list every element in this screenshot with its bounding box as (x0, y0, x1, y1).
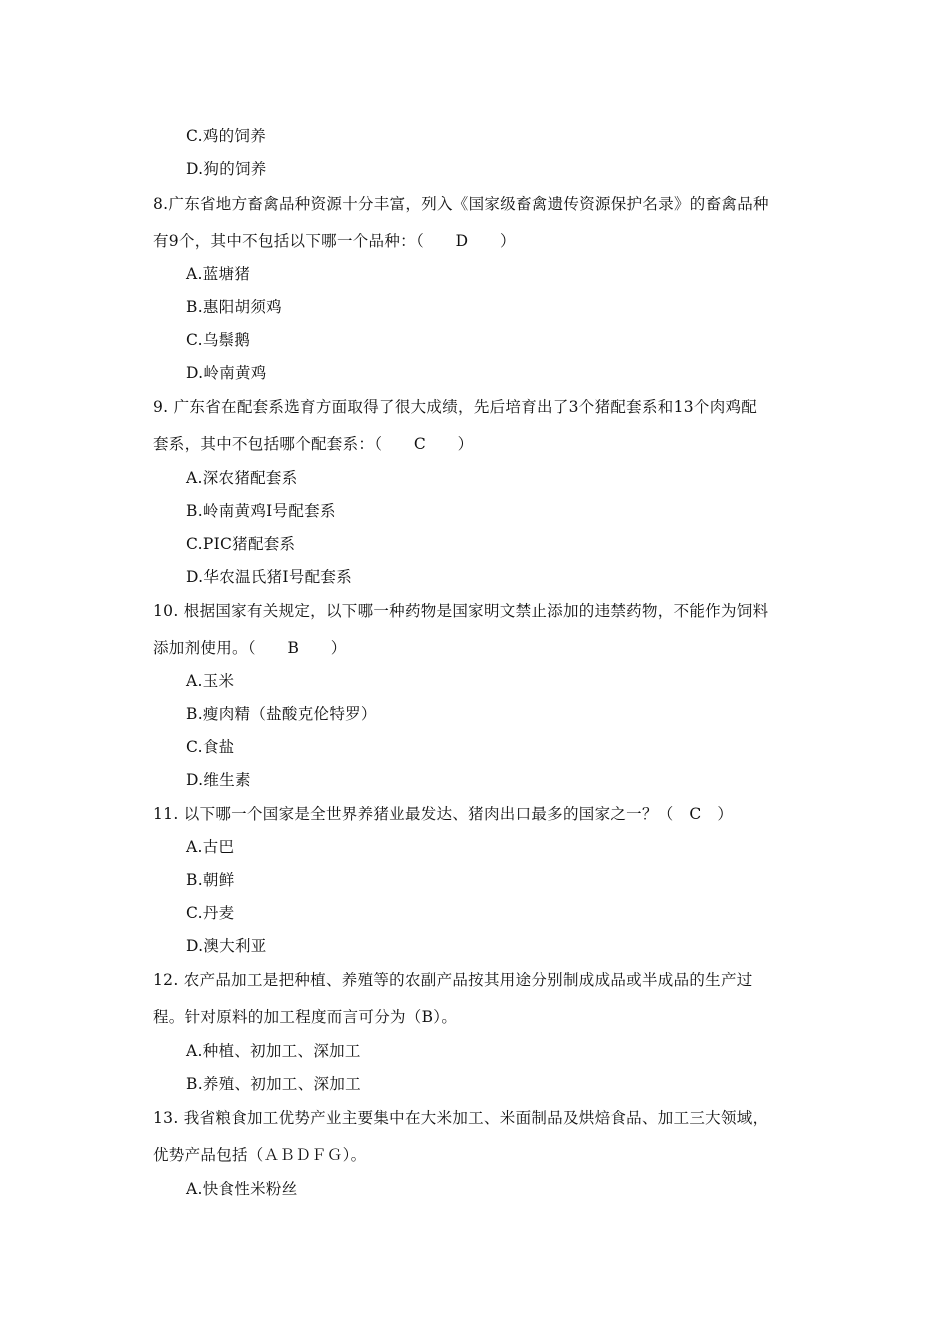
option-12b: B.养殖、初加工、深加工 (186, 1075, 361, 1093)
option-9b: B.岭南黄鸡Ⅰ号配套系 (186, 502, 336, 520)
option-10c: C.食盐 (186, 738, 235, 756)
question-8-line-1: 8.广东省地方畜禽品种资源十分丰富，列入《国家级畜禽遗传资源保护名录》的畜禽品种 (153, 195, 769, 213)
question-10-line-1: 10. 根据国家有关规定，以下哪一种药物是国家明文禁止添加的违禁药物，不能作为饲料 (153, 602, 769, 620)
option-13a: A.快食性米粉丝 (186, 1180, 298, 1198)
option-11b: B.朝鲜 (186, 871, 235, 889)
option-10a: A.玉米 (186, 672, 235, 690)
question-13-line-2: 优势产品包括（ＡＢＤＦＧ）。 (153, 1146, 367, 1164)
question-11: 11. 以下哪一个国家是全世界养猪业最发达、猪肉出口最多的国家之一？（ C ） (153, 805, 734, 823)
question-10-line-2: 添加剂使用。（ B ） (153, 639, 347, 657)
option-9d: D.华农温氏猪Ⅰ号配套系 (186, 568, 353, 586)
option-8c: C.乌鬃鹅 (186, 331, 251, 349)
option-9c: C.PIC猪配套系 (186, 535, 296, 553)
option-7d: D.狗的饲养 (186, 160, 267, 178)
question-13-line-1: 13. 我省粮食加工优势产业主要集中在大米加工、米面制品及烘焙食品、加工三大领域， (153, 1109, 769, 1127)
option-11c: C.丹麦 (186, 904, 235, 922)
question-12-line-1: 12. 农产品加工是把种植、养殖等的农副产品按其用途分别制成成品或半成品的生产过 (153, 971, 753, 989)
option-10d: D.维生素 (186, 771, 251, 789)
option-11d: D.澳大利亚 (186, 937, 267, 955)
option-8b: B.惠阳胡须鸡 (186, 298, 282, 316)
question-9-line-2: 套系，其中不包括哪个配套系：（ C ） (153, 435, 474, 453)
option-8a: A.蓝塘猪 (186, 265, 251, 283)
option-8d: D.岭南黄鸡 (186, 364, 267, 382)
option-10b: B.瘦肉精（盐酸克伦特罗） (186, 705, 377, 723)
option-7c: C.鸡的饲养 (186, 127, 267, 145)
option-12a: A.种植、初加工、深加工 (186, 1042, 361, 1060)
option-9a: A.深农猪配套系 (186, 469, 298, 487)
option-11a: A.古巴 (186, 838, 235, 856)
question-8-line-2: 有9个，其中不包括以下哪一个品种：（ D ） (153, 232, 516, 250)
question-9-line-1: 9. 广东省在配套系选育方面取得了很大成绩，先后培育出了3个猪配套系和13个肉鸡配 (153, 398, 758, 416)
question-12-line-2: 程。针对原料的加工程度而言可分为（B）。 (153, 1008, 458, 1026)
